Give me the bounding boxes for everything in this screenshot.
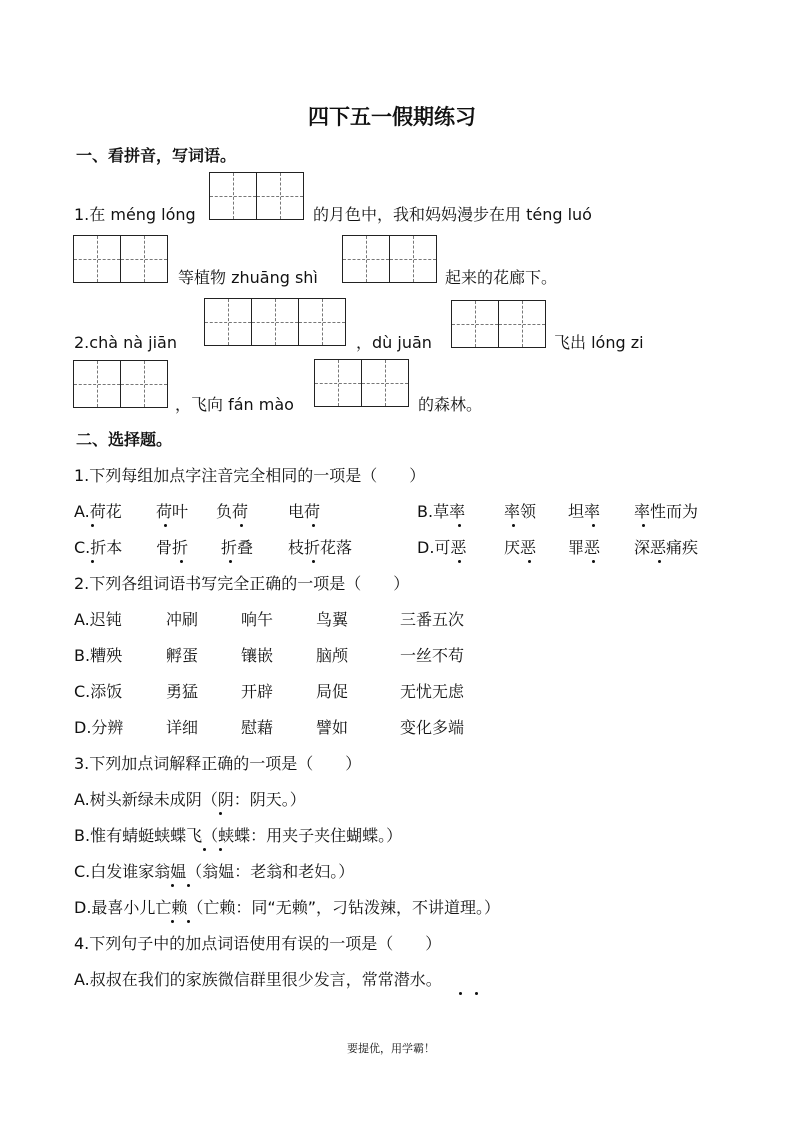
emphasis-dot	[658, 560, 661, 563]
grid-cell[interactable]	[120, 235, 168, 283]
choice-q3-option-b: B.惟有蜻蜓蛱蝶飞（蛱蝶：用夹子夹住蝴蝶。）	[74, 826, 403, 845]
emphasis-dot	[458, 560, 461, 563]
option-word: 变化多端	[400, 718, 465, 737]
emphasis-dot	[312, 560, 315, 563]
question-1-text-b: 的月色中，我和妈妈漫步在用 téng luó	[313, 205, 592, 224]
question-1-text-c: 等植物 zhuāng shì	[178, 268, 318, 287]
choice-q2-stem: 2.下列各组词语书写完全正确的一项是（ ）	[74, 574, 410, 593]
choice-q3-option-d: D.最喜小儿亡赖（亡赖：同“无赖”，刁钻泼辣，不讲道理。）	[74, 898, 500, 917]
choice-q3-stem: 3.下列加点词解释正确的一项是（ ）	[74, 754, 362, 773]
option-word: A.迟钝	[74, 610, 122, 629]
emphasis-dot	[229, 560, 232, 563]
option-word: 开辟	[241, 682, 274, 701]
option-word: 无忧无虑	[400, 682, 465, 701]
writing-grid-menglong[interactable]	[209, 172, 304, 220]
grid-cell[interactable]	[451, 300, 499, 348]
option-word: 骨折	[156, 538, 189, 557]
option-word: 镶嵌	[241, 646, 274, 665]
choice-q1-stem: 1.下列每组加点字注音完全相同的一项是（ ）	[74, 466, 426, 485]
option-word: B.糟殃	[74, 646, 123, 665]
option-word: 率领	[504, 502, 537, 521]
option-word: 鸟翼	[316, 610, 349, 629]
question-2-text-c: 飞出 lóng zi	[554, 333, 644, 352]
option-word: 坦率	[568, 502, 601, 521]
option-word: 局促	[316, 682, 349, 701]
emphasis-dot	[187, 884, 190, 887]
option-word: 电荷	[288, 502, 321, 521]
option-word: 冲刷	[166, 610, 199, 629]
page-footer: 要提优，用学霸！	[347, 1042, 435, 1055]
choice-q3-option-c: C.白发谁家翁媪（翁媪：老翁和老妇。）	[74, 862, 355, 881]
option-word: 详细	[166, 718, 199, 737]
option-word: 罪恶	[568, 538, 601, 557]
option-word: 响午	[241, 610, 274, 629]
option-word: 一丝不苟	[400, 646, 465, 665]
emphasis-dot	[528, 560, 531, 563]
option-word: 勇猛	[166, 682, 199, 701]
section-heading-choice: 二、选择题。	[76, 430, 173, 449]
option-word: 负荷	[216, 502, 249, 521]
question-1-text-d: 起来的花廊下。	[445, 268, 558, 287]
grid-cell[interactable]	[342, 235, 390, 283]
option-word: A.荷花	[74, 502, 122, 521]
emphasis-dot	[180, 560, 183, 563]
option-word: 深恶痛疾	[634, 538, 699, 557]
grid-cell[interactable]	[389, 235, 437, 283]
emphasis-dot	[592, 524, 595, 527]
emphasis-dot	[187, 920, 190, 923]
option-word: 荷叶	[156, 502, 189, 521]
writing-grid-tengluo[interactable]	[73, 235, 168, 283]
writing-grid-zhuangshi[interactable]	[342, 235, 437, 283]
emphasis-dot	[203, 848, 206, 851]
emphasis-dot	[642, 524, 645, 527]
emphasis-dot	[164, 524, 167, 527]
grid-cell[interactable]	[314, 359, 362, 407]
choice-q3-option-a: A.树头新绿未成阴（阴：阴天。）	[74, 790, 306, 809]
emphasis-dot	[91, 524, 94, 527]
choice-q4-stem: 4.下列句子中的加点词语使用有误的一项是（ ）	[74, 934, 442, 953]
section-heading-pinyin: 一、看拼音，写词语。	[76, 146, 237, 165]
writing-grid-fanmao[interactable]	[314, 359, 409, 407]
emphasis-dot	[219, 812, 222, 815]
option-word: 脑颅	[316, 646, 349, 665]
option-word: D.可恶	[417, 538, 467, 557]
option-word: 厌恶	[504, 538, 537, 557]
option-word: 譬如	[316, 718, 349, 737]
grid-cell[interactable]	[120, 360, 168, 408]
emphasis-dot	[459, 992, 462, 995]
question-2-text-e: 的森林。	[418, 395, 483, 414]
grid-cell[interactable]	[256, 172, 304, 220]
page-title: 四下五一假期练习	[308, 104, 476, 129]
emphasis-dot	[512, 524, 515, 527]
option-word: D.分辨	[74, 718, 124, 737]
emphasis-dot	[475, 992, 478, 995]
option-word: C.添饭	[74, 682, 123, 701]
question-2-text-b: ，dù juān	[356, 333, 432, 352]
question-1-text-a: 1.在 méng lóng	[74, 205, 196, 224]
writing-grid-dujuan[interactable]	[451, 300, 546, 348]
emphasis-dot	[312, 524, 315, 527]
option-word: C.折本	[74, 538, 123, 557]
emphasis-dot	[171, 920, 174, 923]
emphasis-dot	[592, 560, 595, 563]
option-word: B.草率	[417, 502, 466, 521]
option-word: 折叠	[221, 538, 254, 557]
writing-grid-chanajian[interactable]	[204, 298, 346, 346]
emphasis-dot	[91, 560, 94, 563]
option-word: 慰藉	[241, 718, 274, 737]
option-word: 孵蛋	[166, 646, 199, 665]
option-word: 枝折花落	[288, 538, 353, 557]
choice-q4-option-a: A.叔叔在我们的家族微信群里很少发言，常常潜水。	[74, 970, 442, 989]
emphasis-dot	[458, 524, 461, 527]
grid-cell[interactable]	[251, 298, 299, 346]
grid-cell[interactable]	[498, 300, 546, 348]
question-2-text-a: 2.chà nà jiān	[74, 333, 177, 352]
question-2-text-d: ，飞向 fán mào	[175, 395, 294, 414]
emphasis-dot	[219, 848, 222, 851]
option-word: 率性而为	[634, 502, 699, 521]
grid-cell[interactable]	[73, 360, 121, 408]
option-word: 三番五次	[400, 610, 465, 629]
grid-cell[interactable]	[298, 298, 346, 346]
emphasis-dot	[171, 884, 174, 887]
grid-cell[interactable]	[204, 298, 252, 346]
grid-cell[interactable]	[361, 359, 409, 407]
grid-cell[interactable]	[209, 172, 257, 220]
emphasis-dot	[240, 524, 243, 527]
grid-cell[interactable]	[73, 235, 121, 283]
writing-grid-longzi[interactable]	[73, 360, 168, 408]
